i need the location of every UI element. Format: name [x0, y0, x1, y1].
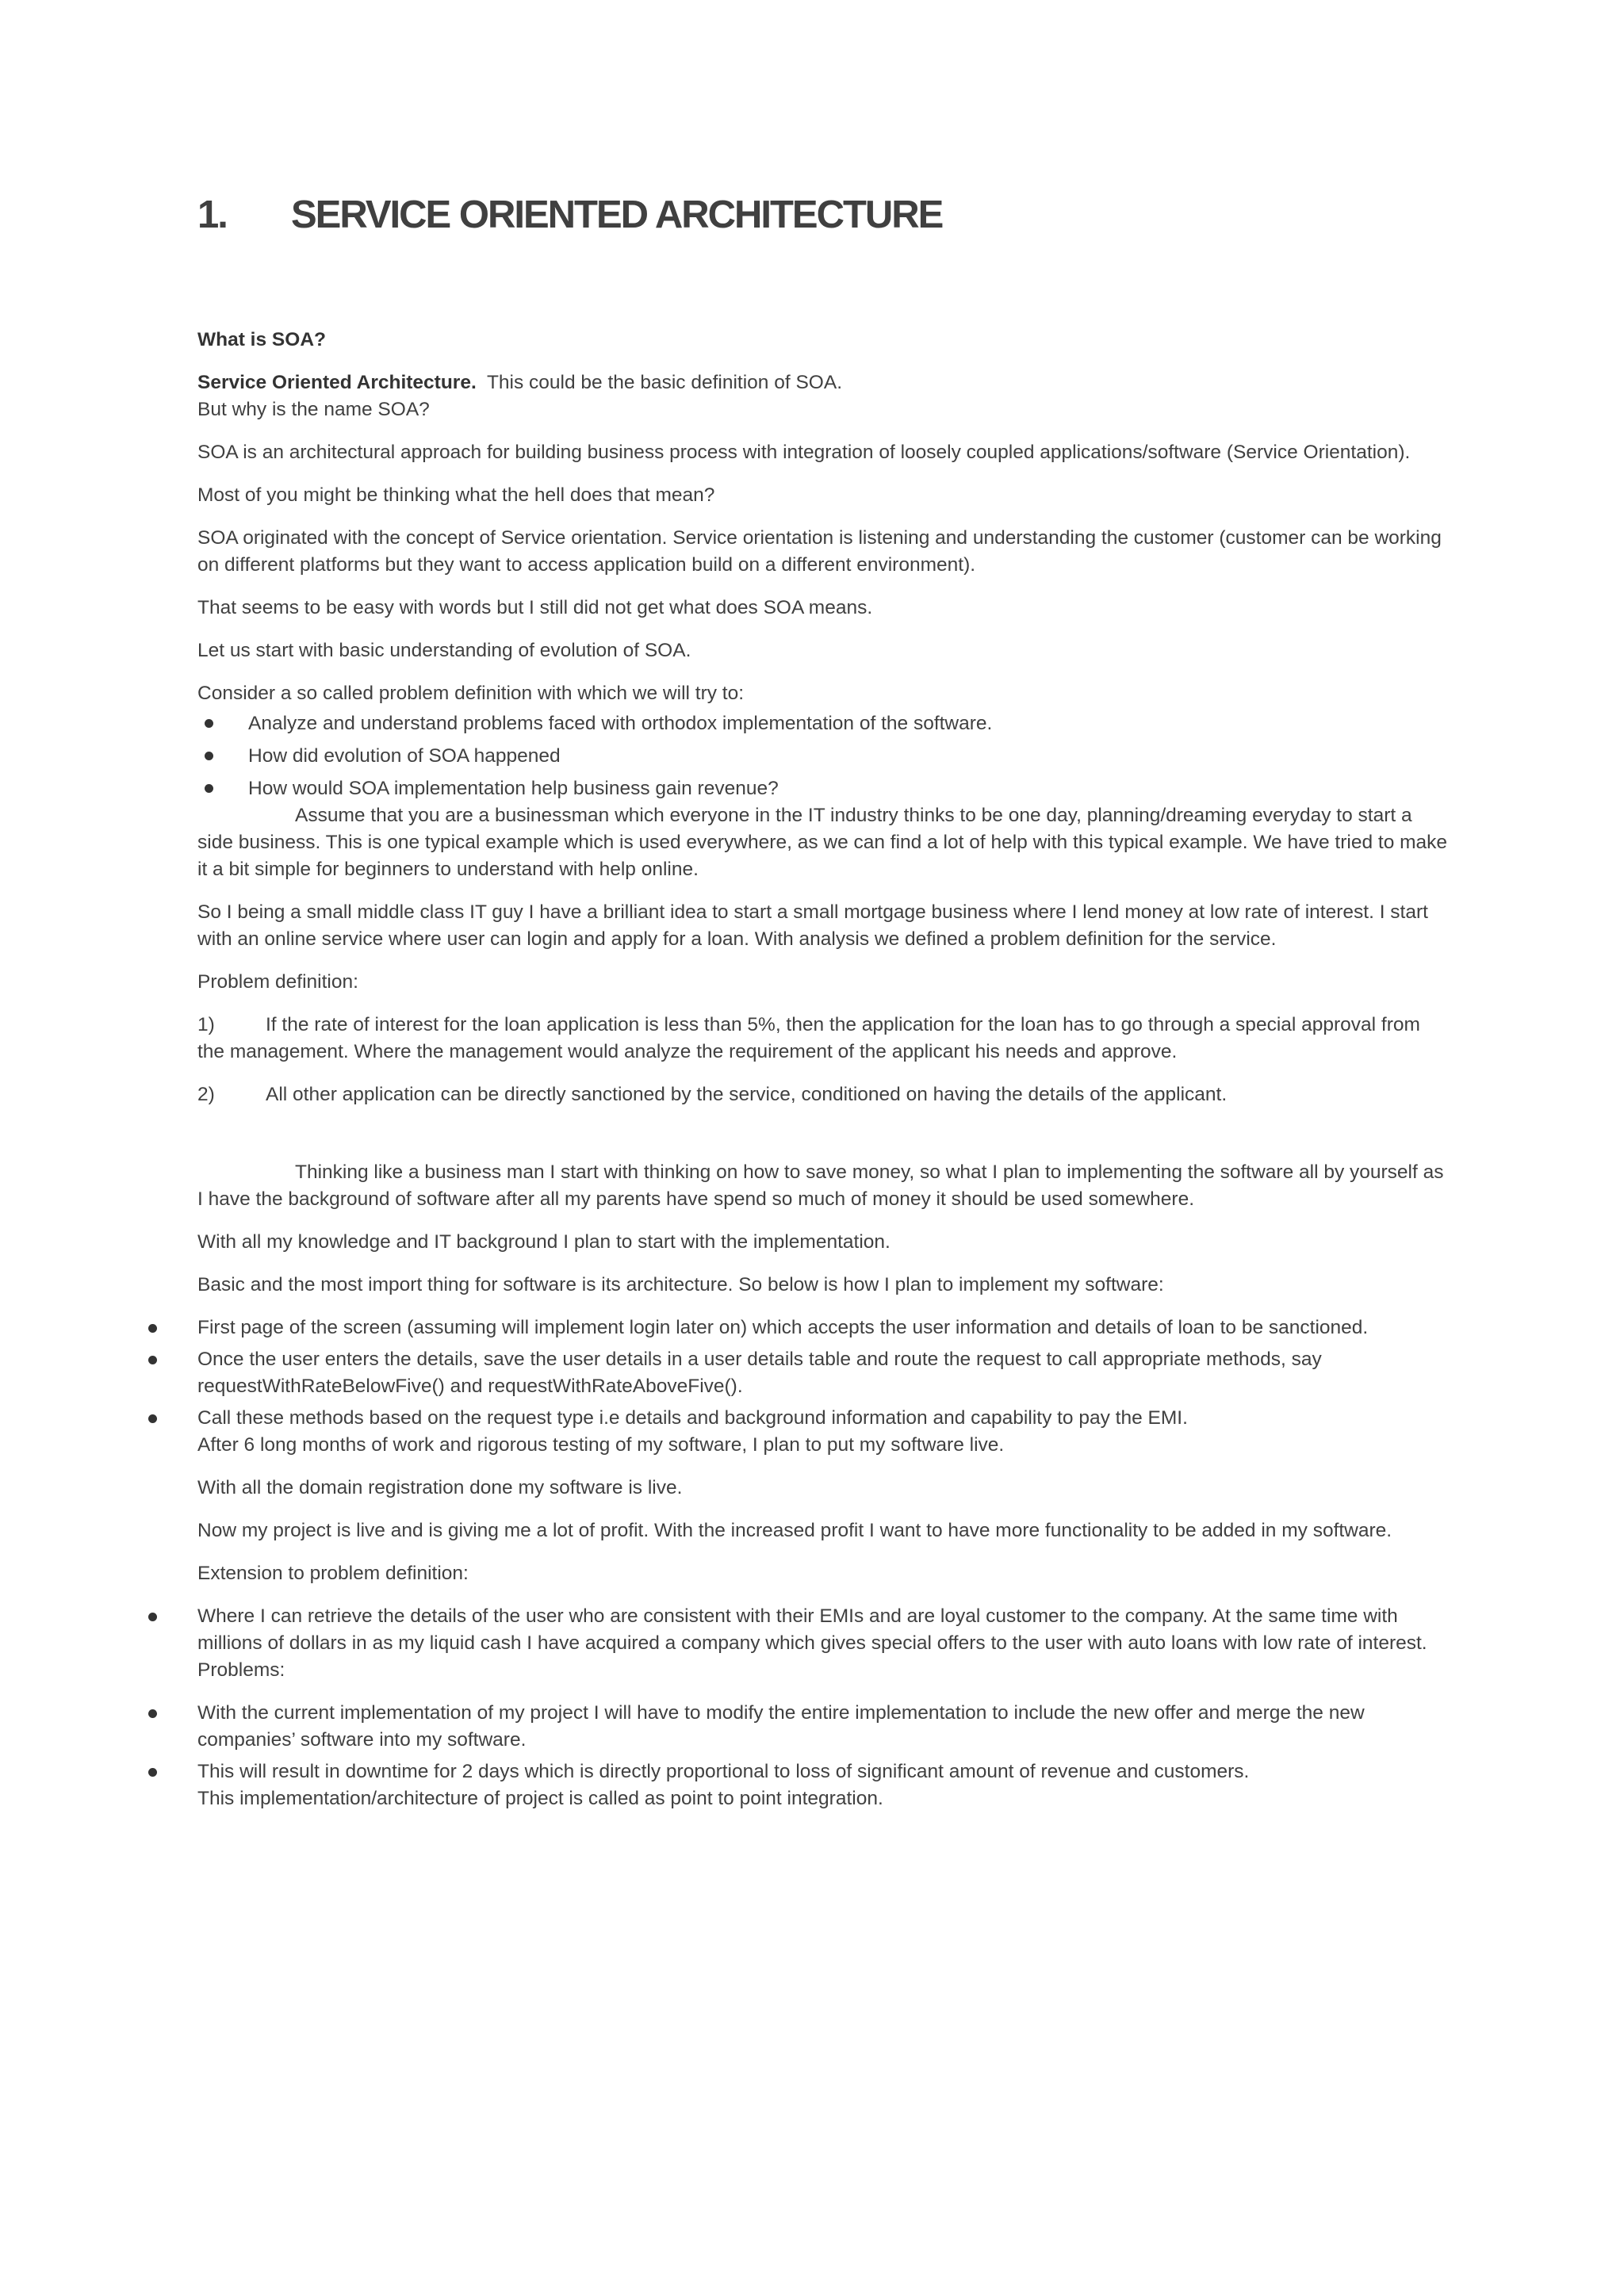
but-why-question: But why is the name SOA?	[197, 399, 430, 420]
paragraph-approach: SOA is an architectural approach for building business process with integration of loosely coupled applications/software (Service Orientation).	[197, 442, 1411, 463]
problem-item-2	[197, 1081, 1450, 1108]
problem-definition-label: Problem definition:	[197, 971, 358, 993]
what-is-soa-question: What is SOA?	[197, 329, 326, 350]
paragraph-originated: SOA originated with the concept of Service orientation. Service orientation is listening and understanding the customer (customer can be working on different platforms but they want to access application build on a different environment).	[197, 527, 1442, 576]
paragraph-knowledge: With all my knowledge and IT background I plan to start with the implementation.	[197, 1231, 891, 1253]
list-item: Call these methods based on the request type i.e details and background information and capability to pay the EMI.	[197, 1405, 1450, 1432]
list-item: How did evolution of SOA happened	[197, 743, 1450, 770]
list-item: How would SOA implementation help business gain revenue?	[197, 775, 1450, 802]
list-item: First page of the screen (assuming will implement login later on) which accepts the user information and details of loan to be sanctioned.	[197, 1314, 1450, 1341]
paragraph-assume: Assume that you are a businessman which everyone in the IT industry thinks to be one day, planning/dreaming everyday to start a side business. This is one typical example which is used everywhere, as we can find a lot of help with this typical example. We have tried to make it a bit simple for beginners to understand with help online.	[197, 805, 1448, 880]
soa-definition	[197, 369, 1450, 396]
problems-label: Problems:	[197, 1659, 285, 1681]
issues-list	[197, 1700, 1450, 1785]
list-item: Where I can retrieve the details of the user who are consistent with their EMIs and are loyal customer to the company. At the same time with millions of dollars in as my liquid cash I have acquired a company which gives special offers to the user with auto loans with low rate of interest.	[197, 1603, 1450, 1657]
paragraph-consider: Consider a so called problem definition with which we will try to:	[197, 683, 745, 704]
list-item: Once the user enters the details, save the user details in a user details table and route the request to call appropriate methods, say requestWithRateBelowFive() and requestWithRateAboveFive().	[197, 1346, 1450, 1400]
paragraph-so-i: So I being a small middle class IT guy I have a brilliant idea to start a small mortgage business where I lend money at low rate of interest. I start with an online service where user can login and apply for a loan. With analysis we defined a problem definition for the service.	[197, 901, 1428, 950]
problem-text: If the rate of interest for the loan application is less than 5%, then the application for the loan has to go through a special approval from the management. Where the management would analyze the requirement of the applicant his needs and approve.	[197, 1014, 1420, 1062]
problem-item-1	[197, 1012, 1450, 1066]
goals-list	[197, 710, 1450, 802]
paragraph-basic: Basic and the most import thing for software is its architecture. So below is how I plan to implement my software:	[197, 1274, 1164, 1295]
paragraph-thinking-business: Thinking like a business man I start with thinking on how to save money, so what I plan to implementing the software all by yourself as I have the background of software after all my parents have spend so much of money it should be used somewhere.	[197, 1161, 1444, 1210]
paragraph-after: After 6 long months of work and rigorous testing of my software, I plan to put my software live.	[197, 1434, 1005, 1456]
plan-list	[197, 1314, 1450, 1432]
document-body	[197, 327, 1450, 1828]
section-heading	[197, 193, 942, 237]
section-number: 1.	[197, 193, 227, 236]
soa-term: Service Oriented Architecture.	[197, 372, 477, 393]
problem-number: 2)	[197, 1084, 215, 1105]
paragraph-easy: That seems to be easy with words but I still did not get what does SOA means.	[197, 597, 873, 618]
paragraph-domain: With all the domain registration done my software is live.	[197, 1477, 683, 1498]
paragraph-letus: Let us start with basic understanding of evolution of SOA.	[197, 640, 691, 661]
list-item: With the current implementation of my project I will have to modify the entire implementation to include the new offer and merge the new companies’ software into my software.	[197, 1700, 1450, 1754]
section-title: SERVICE ORIENTED ARCHITECTURE	[291, 193, 943, 236]
paragraph-final: This implementation/architecture of project is called as point to point integration.	[197, 1788, 883, 1809]
paragraph-thinking: Most of you might be thinking what the hell does that mean?	[197, 484, 715, 506]
paragraph-now: Now my project is live and is giving me a lot of profit. With the increased profit I want to have more functionality to be added in my software.	[197, 1520, 1392, 1541]
soa-definition-text: This could be the basic definition of SOA.	[486, 372, 842, 393]
problem-text: All other application can be directly sanctioned by the service, conditioned on having the details of the applicant.	[266, 1084, 1228, 1105]
list-item: Analyze and understand problems faced with orthodox implementation of the software.	[197, 710, 1450, 737]
list-item: This will result in downtime for 2 days which is directly proportional to loss of significant amount of revenue and customers.	[197, 1758, 1450, 1785]
extension-list	[197, 1603, 1450, 1657]
extension-label: Extension to problem definition:	[197, 1563, 469, 1584]
problem-number: 1)	[197, 1014, 215, 1035]
